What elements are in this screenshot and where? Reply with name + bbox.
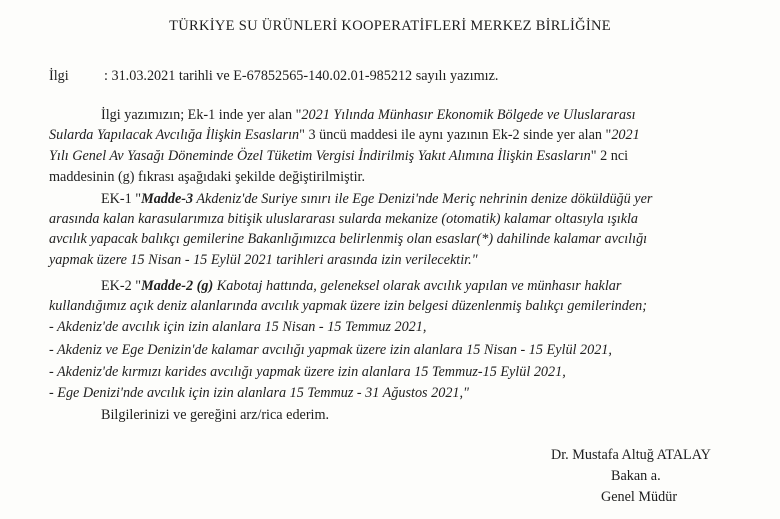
ek1-line4: yapmak üzere 15 Nisan - 15 Eylül 2021 tarihleri arasında izin verilecektir." — [49, 252, 478, 268]
closing-text: Bilgilerinizi ve gereğini arz/rica ederim. — [101, 407, 330, 423]
ek2-line2: kullandığımız açık deniz alanlarında avcılık yapmak üzere izin belgesi düzenlenmiş balıkçı gemilerinden; — [49, 298, 647, 314]
ek1-line2: arasında kalan karasularımıza bitişik uluslararası sularda mekanize (otomatik) kalamar oltasıyla ışıkla — [49, 211, 639, 227]
para1-line1 — [101, 106, 636, 125]
ilgi-label: İlgi — [49, 68, 69, 84]
para1-line2-a: Sularda Yapılacak Avcılığa İlişkin Esasların — [49, 127, 300, 143]
ek2-line1-rest: Kabotaj hattında, geleneksel olarak avcılık yapılan ve münhasır haklar — [213, 278, 622, 294]
ek2-list-item: - Akdeniz'de kırmızı karides avcılığı yapmak üzere izin alanlara 15 Temmuz-15 Eylül 2021, — [49, 364, 566, 380]
ek2-list-item: - Akdeniz ve Ege Denizin'de kalamar avcılığı yapmak üzere izin alanlara 15 Nisan - 15 Eylül 2021, — [49, 342, 612, 358]
para1-line1-a: İlgi yazımızın; Ek-1 inde yer alan " — [101, 107, 302, 123]
ek1-line1 — [101, 190, 652, 209]
ek2-line1 — [101, 277, 621, 296]
ek1-line1-rest: Akdeniz'de Suriye sınırı ile Ege Denizi'nde Meriç nehrinin denize döküldüğü yer — [193, 191, 653, 207]
ek2-list-item: - Akdeniz'de avcılık için izin alanlara 15 Nisan - 15 Temmuz 2021, — [49, 319, 427, 335]
ek2-list-item: - Ege Denizi'nde avcılık için izin alanlara 15 Temmuz - 31 Ağustos 2021," — [49, 385, 470, 401]
para1-line2-b: " 3 üncü maddesi ile aynı yazının Ek-2 sinde yer alan " — [299, 127, 612, 143]
ek1-article: Madde-3 — [141, 191, 194, 207]
ek1-line3: avcılık yapacak balıkçı gemilerine Bakanlığımızca belirlenmiş olan esaslar(*) dahilinde kalamar avcılığı — [49, 231, 648, 247]
signature-name: Dr. Mustafa Altuğ ATALAY — [551, 447, 711, 463]
signature-title-1: Bakan a. — [611, 468, 661, 484]
para1-line4: maddesinin (g) fıkrası aşağıdaki şekilde değiştirilmiştir. — [49, 169, 366, 185]
document-title: TÜRKİYE SU ÜRÜNLERİ KOOPERATİFLERİ MERKEZ BİRLİĞİNE — [169, 18, 611, 34]
signature-title-2: Genel Müdür — [601, 489, 678, 505]
ilgi-reference: : 31.03.2021 tarihli ve E-67852565-140.02.01-985212 sayılı yazımız. — [104, 68, 499, 84]
para1-line2-c: 2021 — [611, 127, 640, 143]
para1-line3-a: Yılı Genel Av Yasağı Döneminde Özel Tüketim Vergisi İndirilmiş Yakıt Alımına İlişkin Esasların — [49, 148, 591, 164]
ek2-article: Madde-2 (g) — [141, 278, 214, 294]
para1-line3 — [49, 147, 628, 166]
ek2-prefix: EK-2 " — [101, 278, 142, 294]
para1-line3-b: " 2 nci — [590, 148, 629, 164]
para1-line2 — [49, 126, 640, 145]
ek1-prefix: EK-1 " — [101, 191, 142, 207]
para1-line1-b: 2021 Yılında Münhasır Ekonomik Bölgede ve Uluslararası — [301, 107, 636, 123]
